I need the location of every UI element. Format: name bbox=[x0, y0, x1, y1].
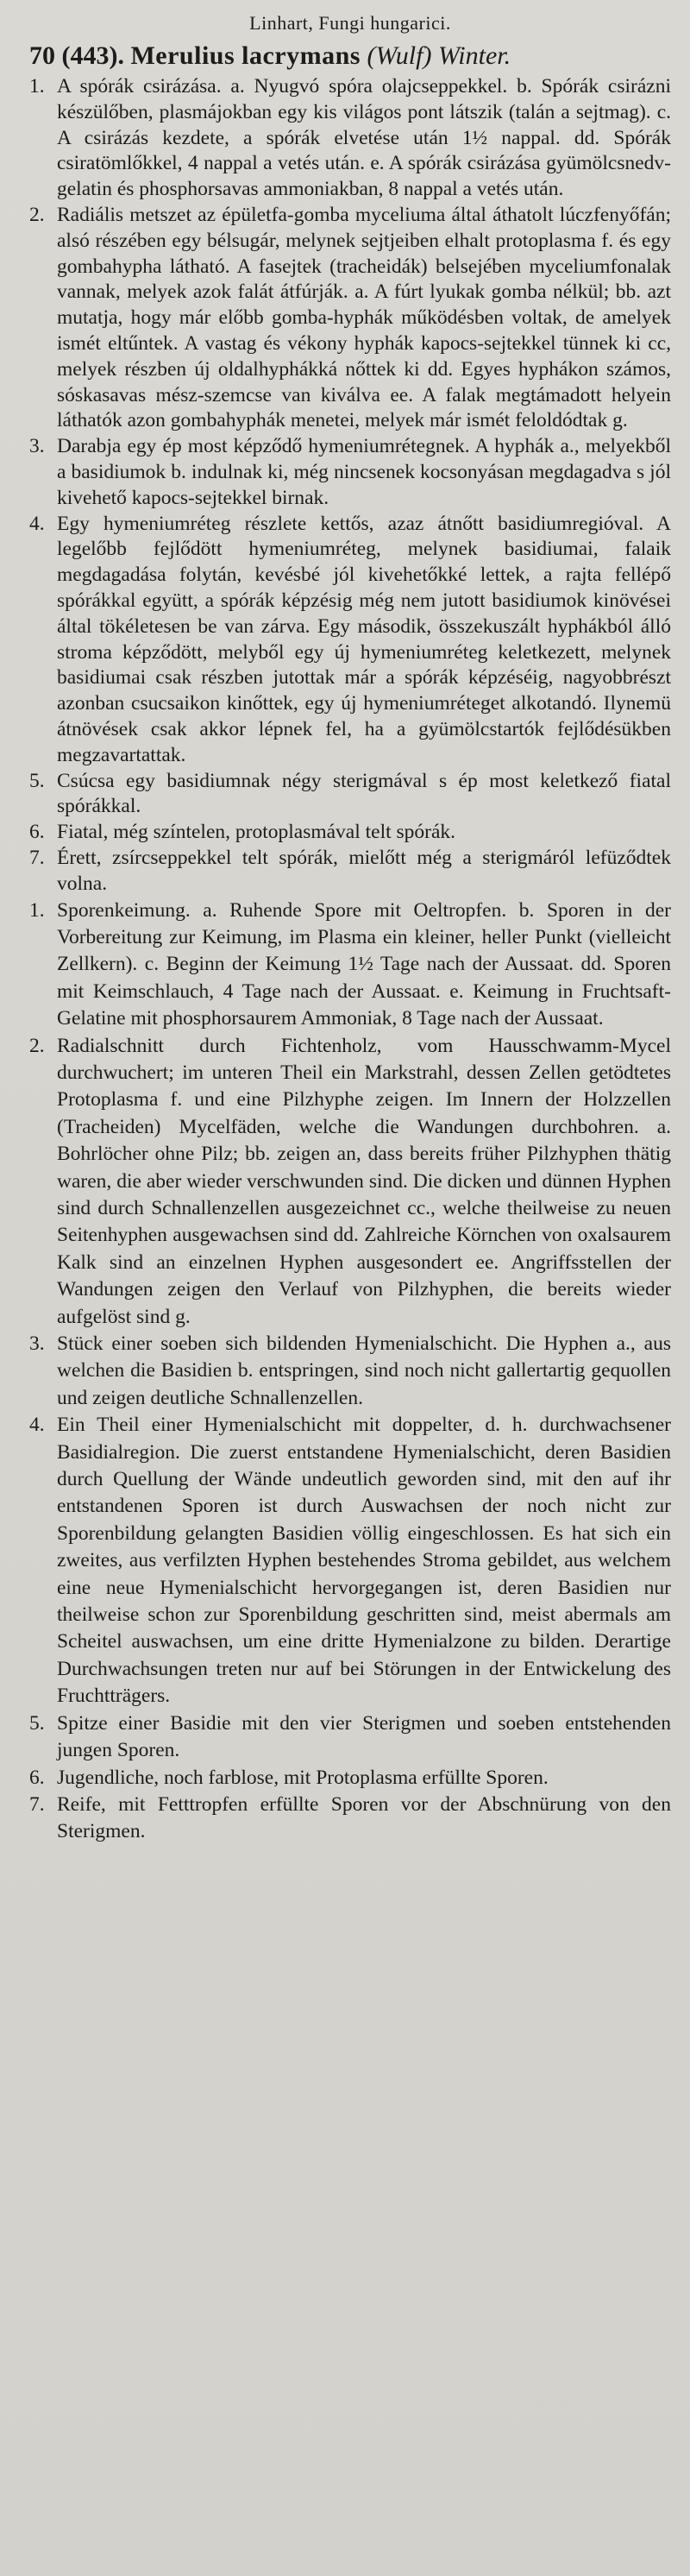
hu-item-7 bbox=[29, 846, 671, 898]
hu-item-6 bbox=[29, 820, 671, 846]
hu-item-1 bbox=[29, 74, 671, 203]
hu-item-3 bbox=[29, 434, 671, 511]
de-item-number: 3. bbox=[29, 1332, 45, 1355]
hu-item-2 bbox=[29, 203, 671, 434]
de-item-text: Spitze einer Basidie mit den vier Sterigmen und soeben entstehenden jungen Sporen. bbox=[57, 1711, 671, 1762]
hu-item-text: Érett, zsírcseppekkel telt spórák, mielőtt még a sterigmáról lefüződtek volna. bbox=[57, 846, 671, 895]
hu-item-text: Egy hymeniumréteg részlete kettős, azaz átnőtt basidiumregióval. A legelőbb fejlődött hymeniumréteg, melynek basidiumai, falaik megdagadása folytán, kevésbé jól kivehetőkké lettek, a rajta fellépő spórákkal együtt, a spórák képzésig még nem jutott basidiumok kinövései által tökéletesen be van zárva. Egy második, összekuszált hyphákból álló stroma képződött, melyből egy új hymeniumréteg keletkezett, melynek basidiumai csak részben jutottak már a spórák képzéséig, nagyobbrészt azonban csucsaikon kinőttek, egy új hymeniumréteget alkotandó. Ilynemü átnövések csak akkor lépnek fel, ha a gyümölcstartók fejlődésükben megzavartattak. bbox=[57, 512, 671, 766]
de-item-number: 1. bbox=[29, 898, 45, 922]
de-item-text: Sporenkeimung. a. Ruhende Spore mit Oeltropfen. b. Sporen in der Vorbereitung zur Keimung, im Plasma ein kleiner, heller Punkt (vielleicht Zellkern). c. Beginn der Keimung 1½ Tage nach der Aussaat. dd. Sporen mit Keimschlauch, 4 Tage nach der Aussaat. e. Keimung in Fruchtsaft-Gelatine mit phosphorsaurem Ammoniak, 8 Tage nach der Aussaat. bbox=[57, 898, 671, 1030]
hu-item-text: Darabja egy ép most képződő hymeniumrétegnek. A hyphák a., melyekből a basidiumok b. indulnak ki, még nincsenek kocsonyásan megdagadva s jól kivehető kapocs-sejtekkel birnak. bbox=[57, 435, 671, 509]
de-item-number: 4. bbox=[29, 1414, 45, 1437]
plate-title bbox=[29, 41, 671, 71]
de-item-number: 5. bbox=[29, 1711, 45, 1735]
running-head: Linhart, Fungi hungarici. bbox=[249, 12, 451, 34]
de-item-6 bbox=[29, 1765, 671, 1792]
hu-item-text: Fiatal, még színtelen, protoplasmával telt spórák. bbox=[57, 821, 456, 844]
de-item-3 bbox=[29, 1331, 671, 1412]
hu-item-number: 6. bbox=[29, 821, 45, 844]
hungarian-caption-list bbox=[29, 74, 671, 898]
de-item-4 bbox=[29, 1412, 671, 1710]
species-authority: (Wulf) Winter. bbox=[367, 41, 511, 70]
hu-item-text: Csúcsa egy basidiumnak négy sterigmával s ép most keletkező fiatal spórákkal. bbox=[57, 769, 671, 818]
de-item-7 bbox=[29, 1792, 671, 1846]
de-item-text: Radialschnitt durch Fichtenholz, vom Hausschwamm-Mycel durchwuchert; im unteren Theil ein Markstrahl, dessen Zellen getödtetes Protoplasma f. und eine Pilzhyphe zeigen. Im Innern der Holzzellen (Tracheiden) Mycelfäden, welche die Wandungen durchbohren. a. Bohrlöcher ohne Pilz; bb. zeigen an, dass bereits früher Pilzhyphen thätig waren, die aber wieder verschwunden sind. Die dicken und dünnen Hyphen sind durch Schnallenzellen ausgezeichnet cc., welche theilweise zu neuen Seitenhyphen ausgewachsen sind dd. Zahlreiche Körnchen von oxalsaurem Kalk sind an einzelnen Hyphen ausgesondert ee. Angriffsstellen der Wandungen zeigen den Verlauf von Pilzhyphen, die bereits wieder aufgelöst sind g. bbox=[57, 1034, 671, 1328]
hu-item-number: 4. bbox=[29, 512, 45, 535]
german-caption-list bbox=[29, 898, 671, 1846]
hu-item-4 bbox=[29, 512, 671, 769]
species-name: Merulius lacrymans bbox=[130, 41, 361, 70]
de-item-text: Reife, mit Fetttropfen erfüllte Sporen vor der Abschnürung von den Sterigmen. bbox=[57, 1792, 671, 1843]
hu-item-number: 5. bbox=[29, 769, 45, 792]
de-item-text: Jugendliche, noch farblose, mit Protoplasma erfüllte Sporen. bbox=[57, 1766, 549, 1789]
hu-item-number: 1. bbox=[29, 75, 45, 98]
plate-number: 70 (443). bbox=[29, 41, 124, 70]
de-item-text: Stück einer soeben sich bildenden Hymenialschicht. Die Hyphen a., aus welchen die Basidien b. entspringen, sind noch nicht gallertartig gequollen und zeigen deutliche Schnallenzellen. bbox=[57, 1332, 671, 1409]
de-item-number: 2. bbox=[29, 1034, 45, 1057]
hu-item-text: A spórák csirázása. a. Nyugvó spóra olajcseppekkel. b. Spórák csirázni készülőben, plasmájokban egy kis világos pont látszik (talán a sejtmag). c. A csirázás kezdete, a spórák elvetése után 1½ nappal. dd. Spórák csiratömlőkkel, 4 nappal a vetés után. e. A spórák csirázása gyümölcsnedv-gelatin és phosphorsavas ammoniakban, 8 nappal a vetés után. bbox=[57, 75, 671, 201]
hu-item-number: 2. bbox=[29, 203, 45, 226]
de-item-2 bbox=[29, 1033, 671, 1331]
hu-item-5 bbox=[29, 769, 671, 821]
de-item-text: Ein Theil einer Hymenialschicht mit doppelter, d. h. durchwachsener Basidialregion. Die zuerst entstandene Hymenialschicht, deren Basidien durch Quellung der Wände undeutlich geworden sind, mit den auf ihr entstandenen Sporen ist durch Auswachsen der noch nicht zur Sporenbildung gelangten Basidien völlig eingeschlossen. Es hat sich ein zweites, aus verfilzten Hyphen bestehendes Stroma gebildet, aus welchem eine neue Hymenialschicht hervorgegangen ist, deren Basidien nur theilweise schon zur Sporenbildung geschritten sind, meist abermals am Scheitel auswachsen, um eine dritte Hymenialzone zu bilden. Derartige Durchwachsungen treten nur auf bei Störungen in der Entwickelung des Fruchtträgers. bbox=[57, 1414, 671, 1708]
de-item-number: 6. bbox=[29, 1766, 45, 1789]
de-item-5 bbox=[29, 1710, 671, 1765]
de-item-1 bbox=[29, 898, 671, 1033]
de-item-number: 7. bbox=[29, 1792, 45, 1816]
hu-item-number: 7. bbox=[29, 846, 45, 869]
hu-item-number: 3. bbox=[29, 435, 45, 458]
hu-item-text: Radiális metszet az épületfa-gomba myceliuma által áthatolt lúczfenyőfán; alsó részében egy bélsugár, melynek sejtjeiben elhalt protoplasma f. és egy gombahypha látható. A fasejtek (tracheidák) belsejében myceliumfonalak vannak, melyek azok falát átfúrják. a. A fúrt lyukak gomba nélkül; bb. azt mutatja, hogy már előbb gomba-hyphák működésben voltak, de amelyek ismét eltűntek. A vastag és vékony hyphák kapocs-sejtekkel tünnek ki cc, melyek részben új oldalhyphákká nőttek ki dd. Egyes hyphákon számos, sóskasavas mész-szemcse van kiválva ee. A falak megtámadott helyein láthatók azon gombahyphák menetei, melyek már ismét feloldódtak g. bbox=[57, 203, 671, 432]
